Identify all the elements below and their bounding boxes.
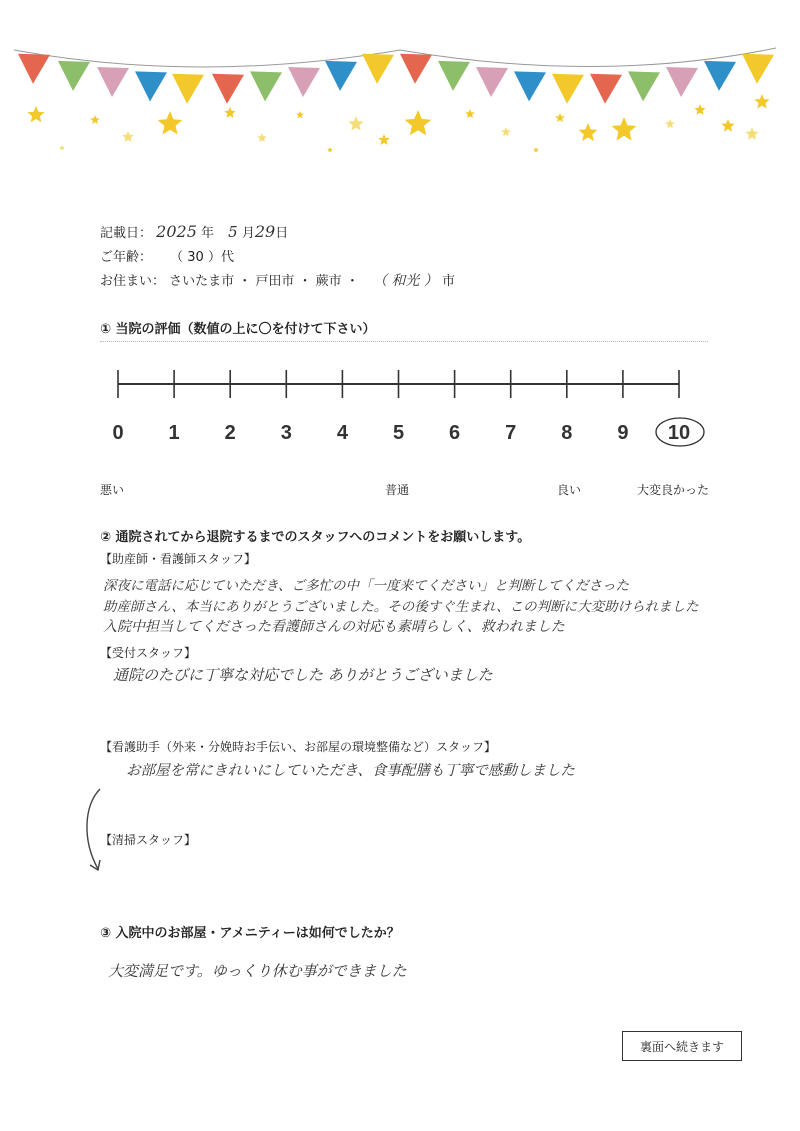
age-row: [100, 246, 234, 265]
star-icon: [59, 145, 65, 150]
cleaning-label: 【清掃スタッフ】: [100, 833, 197, 847]
bunting-flag: [135, 71, 167, 101]
age-value: （ 30 ）代: [170, 250, 234, 265]
star-icon: [579, 123, 598, 141]
star-icon: [721, 119, 734, 132]
bunting-flag: [400, 54, 432, 84]
date-row: [100, 222, 288, 241]
bunting-flag: [288, 67, 320, 97]
curved-arrow-icon: [78, 785, 118, 875]
star-icon: [612, 117, 637, 141]
label-bad: 悪い: [100, 483, 125, 497]
bunting-flag: [250, 71, 282, 101]
star-icon: [90, 115, 100, 124]
bunting-flag: [590, 74, 622, 104]
midwife-comment-line1: 深夜に電話に応じていただき、ご多忙の中「一度来てください」と判断してくださった: [103, 578, 629, 594]
age-label: ご年齢：: [100, 250, 153, 265]
section3-title: ③ 入院中のお部屋・アメニティーは如何でしたか？: [100, 926, 400, 941]
scale-tick-label: 8: [561, 422, 573, 444]
bunting-flag: [58, 61, 90, 91]
star-icon: [405, 110, 432, 135]
star-icon: [224, 107, 235, 118]
scale-tick-label: 2: [224, 422, 236, 444]
star-icon: [348, 116, 363, 131]
bunting-flag: [362, 54, 394, 84]
star-icon: [327, 147, 333, 152]
star-icon: [27, 106, 44, 122]
date-year-unit: 年: [201, 226, 215, 241]
address-unit: 市: [442, 274, 456, 289]
star-icon: [378, 134, 389, 145]
bunting-flag: [628, 71, 660, 101]
address-value: （ 和光 ）: [372, 273, 438, 289]
divider: [100, 341, 708, 342]
date-day-value: 29: [254, 222, 276, 241]
address-row: [100, 270, 455, 290]
scale-tick-label: 7: [505, 422, 517, 444]
star-icon: [665, 119, 675, 128]
star-icon: [501, 127, 511, 136]
scale-tick-label: 9: [617, 422, 629, 444]
midwife-comment-line2: 助産師さん、本当にありがとうございました。その後すぐ生まれ、この判断に大変助けられました: [103, 599, 699, 615]
scale-tick-label: 3: [280, 422, 292, 444]
date-day-unit: 日: [275, 226, 289, 241]
rating-scale: [100, 360, 720, 450]
bunting-flag: [212, 74, 244, 104]
star-icon: [533, 147, 539, 152]
label-normal: 普通: [385, 483, 410, 497]
star-icon: [158, 111, 183, 135]
assistant-comment: お部屋を常にきれいにしていただき、食事配膳も丁寧で感動しました: [126, 763, 575, 779]
date-month-value: 5: [228, 223, 238, 241]
date-month-unit: 月: [241, 226, 255, 241]
star-decorations: [27, 94, 769, 152]
bunting-flag: [18, 54, 50, 84]
reception-label: 【受付スタッフ】: [100, 646, 197, 660]
bunting-flag: [325, 61, 357, 91]
bunting-flag: [97, 67, 129, 97]
address-label: お住まい：: [100, 274, 166, 289]
star-icon: [465, 109, 475, 118]
star-icon: [754, 94, 769, 109]
midwife-comment-line3: 入院中担当してくださった看護師さんの対応も素晴らしく、救われました: [103, 619, 565, 635]
scale-tick-label: 10: [667, 422, 691, 444]
continue-note: [622, 1031, 742, 1061]
bunting-flag: [704, 61, 736, 91]
continue-label: 裏面へ続きます: [639, 1039, 724, 1054]
section1-title: ① 当院の評価（数値の上に〇を付けて下さい）: [100, 322, 376, 337]
date-year-value: 2025: [156, 222, 197, 241]
scale-tick-label: 6: [449, 422, 461, 444]
bunting-flag: [742, 54, 774, 84]
scale-tick-label: 5: [392, 422, 405, 444]
bunting-banner-decoration: [0, 0, 800, 180]
star-icon: [745, 127, 758, 140]
section3-comment: 大変満足です。ゆっくり休む事ができました: [108, 962, 407, 980]
bunting-flag: [438, 61, 470, 91]
assistant-label: 【看護助手（外来・分娩時お手伝い、お部屋の環境整備など）スタッフ】: [100, 740, 497, 754]
reception-comment: 通院のたびに丁寧な対応でした ありがとうございました: [113, 666, 493, 684]
bunting-flag: [172, 74, 204, 104]
bunting-flag: [552, 74, 584, 104]
section2-title: ② 通院されてから退院するまでのスタッフへのコメントをお願いします。: [100, 530, 531, 545]
star-icon: [122, 131, 133, 142]
bunting-flag: [514, 71, 546, 101]
scale-tick-label: 4: [336, 422, 348, 444]
midwife-label: 【助産師・看護師スタッフ】: [100, 552, 257, 566]
star-icon: [555, 113, 565, 122]
bunting-flag: [666, 67, 698, 97]
star-icon: [296, 111, 304, 118]
label-very-good: 大変良かった: [637, 483, 710, 497]
label-good: 良い: [557, 483, 582, 497]
bunting-flag: [476, 67, 508, 97]
bunting-flags: [14, 48, 776, 104]
star-icon: [257, 133, 267, 142]
address-options: さいたま市 ・ 戸田市 ・ 蕨市 ・: [169, 274, 359, 289]
bunting-string: [14, 48, 776, 67]
star-icon: [694, 104, 705, 115]
scale-tick-label: 1: [168, 422, 180, 444]
scale-tick-label: 0: [112, 422, 124, 444]
date-label: 記載日：: [100, 226, 153, 241]
